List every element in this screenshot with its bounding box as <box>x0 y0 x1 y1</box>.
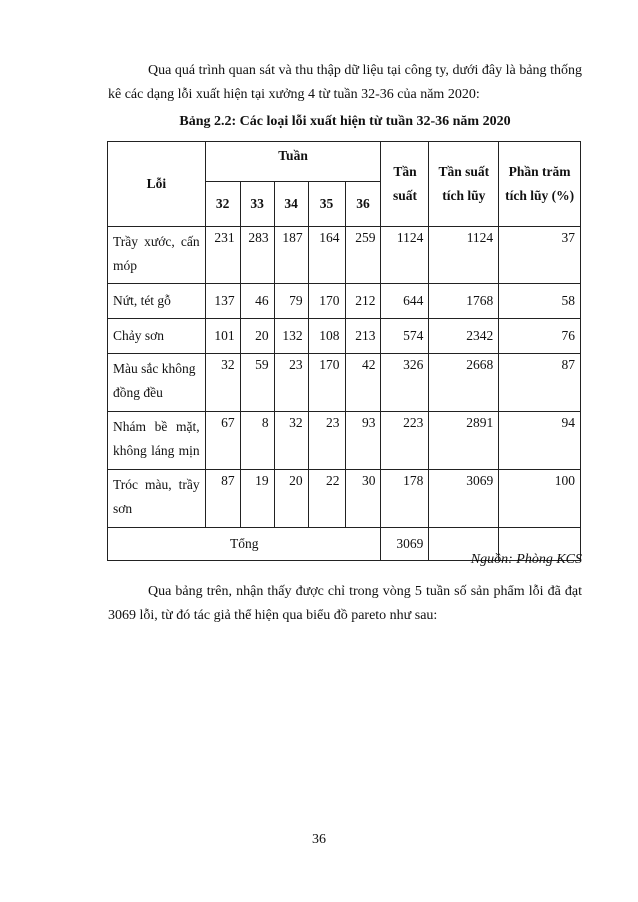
defect-cell: Tróc màu, trầy sơn <box>108 470 206 528</box>
header-week-32: 32 <box>205 182 240 227</box>
frequency-cell: 326 <box>381 354 429 412</box>
defect-table <box>107 141 581 561</box>
table-header-row <box>108 142 581 182</box>
week-cell: 8 <box>240 412 274 470</box>
frequency-cell: 574 <box>381 319 429 354</box>
week-cell: 213 <box>345 319 381 354</box>
week-cell: 42 <box>345 354 381 412</box>
header-frequency: Tần suất <box>381 142 429 227</box>
week-cell: 59 <box>240 354 274 412</box>
week-cell: 231 <box>205 227 240 284</box>
header-defect: Lỗi <box>108 142 206 227</box>
table-row <box>108 470 581 528</box>
defect-cell: Trầy xước, cấn móp <box>108 227 206 284</box>
header-week-36: 36 <box>345 182 381 227</box>
week-cell: 170 <box>308 284 345 319</box>
percent-cell: 94 <box>499 412 581 470</box>
conclusion-paragraph <box>108 580 582 628</box>
week-cell: 164 <box>308 227 345 284</box>
week-cell: 79 <box>274 284 308 319</box>
frequency-cell: 644 <box>381 284 429 319</box>
frequency-cell: 1124 <box>381 227 429 284</box>
header-week-34: 34 <box>274 182 308 227</box>
header-cumulative: Tần suất tích lũy <box>429 142 499 227</box>
table-row <box>108 319 581 354</box>
header-week-33: 33 <box>240 182 274 227</box>
week-cell: 23 <box>308 412 345 470</box>
defect-cell: Nhám bề mặt, không láng mịn <box>108 412 206 470</box>
week-cell: 283 <box>240 227 274 284</box>
table-row <box>108 227 581 284</box>
intro-paragraph <box>108 59 582 107</box>
week-cell: 212 <box>345 284 381 319</box>
week-cell: 101 <box>205 319 240 354</box>
week-cell: 67 <box>205 412 240 470</box>
page-number: 36 <box>312 832 326 847</box>
table-row <box>108 284 581 319</box>
table-caption: Bảng 2.2: Các loại lỗi xuất hiện từ tuần 32-36 năm 2020 <box>179 114 511 129</box>
week-cell: 22 <box>308 470 345 528</box>
percent-cell: 100 <box>499 470 581 528</box>
cumulative-cell: 2891 <box>429 412 499 470</box>
week-cell: 170 <box>308 354 345 412</box>
table-row <box>108 412 581 470</box>
week-cell: 108 <box>308 319 345 354</box>
week-cell: 259 <box>345 227 381 284</box>
week-cell: 32 <box>274 412 308 470</box>
week-cell: 23 <box>274 354 308 412</box>
week-cell: 93 <box>345 412 381 470</box>
frequency-cell: 178 <box>381 470 429 528</box>
header-week-35: 35 <box>308 182 345 227</box>
header-percent: Phần trăm tích lũy (%) <box>499 142 581 227</box>
total-value: 3069 <box>381 528 429 561</box>
week-cell: 87 <box>205 470 240 528</box>
week-cell: 19 <box>240 470 274 528</box>
week-cell: 32 <box>205 354 240 412</box>
cumulative-cell: 2668 <box>429 354 499 412</box>
source-note: Nguồn: Phòng KCS <box>470 552 582 567</box>
cumulative-cell: 1124 <box>429 227 499 284</box>
total-label: Tổng <box>108 528 381 561</box>
week-cell: 187 <box>274 227 308 284</box>
table-row <box>108 354 581 412</box>
percent-cell: 87 <box>499 354 581 412</box>
defect-cell: Nứt, tét gỗ <box>108 284 206 319</box>
intro-paragraph-text: Qua quá trình quan sát và thu thập dữ liệu tại công ty, dưới đây là bảng thống kê các dạng lỗi xuất hiện tại xưởng 4 từ tuần 32-36 của năm 2020: <box>108 63 582 102</box>
frequency-cell: 223 <box>381 412 429 470</box>
cumulative-cell: 3069 <box>429 470 499 528</box>
week-cell: 20 <box>274 470 308 528</box>
defect-cell: Màu sắc không đồng đều <box>108 354 206 412</box>
week-cell: 30 <box>345 470 381 528</box>
percent-cell: 76 <box>499 319 581 354</box>
percent-cell: 37 <box>499 227 581 284</box>
week-cell: 46 <box>240 284 274 319</box>
week-cell: 132 <box>274 319 308 354</box>
header-week: Tuần <box>205 142 381 182</box>
cumulative-cell: 2342 <box>429 319 499 354</box>
week-cell: 137 <box>205 284 240 319</box>
percent-cell: 58 <box>499 284 581 319</box>
week-cell: 20 <box>240 319 274 354</box>
cumulative-cell: 1768 <box>429 284 499 319</box>
defect-cell: Chảy sơn <box>108 319 206 354</box>
conclusion-paragraph-text: Qua bảng trên, nhận thấy được chỉ trong vòng 5 tuần số sản phẩm lỗi đã đạt 3069 lỗi, từ đó tác giả thể hiện qua biểu đồ pareto như sau: <box>108 584 582 623</box>
